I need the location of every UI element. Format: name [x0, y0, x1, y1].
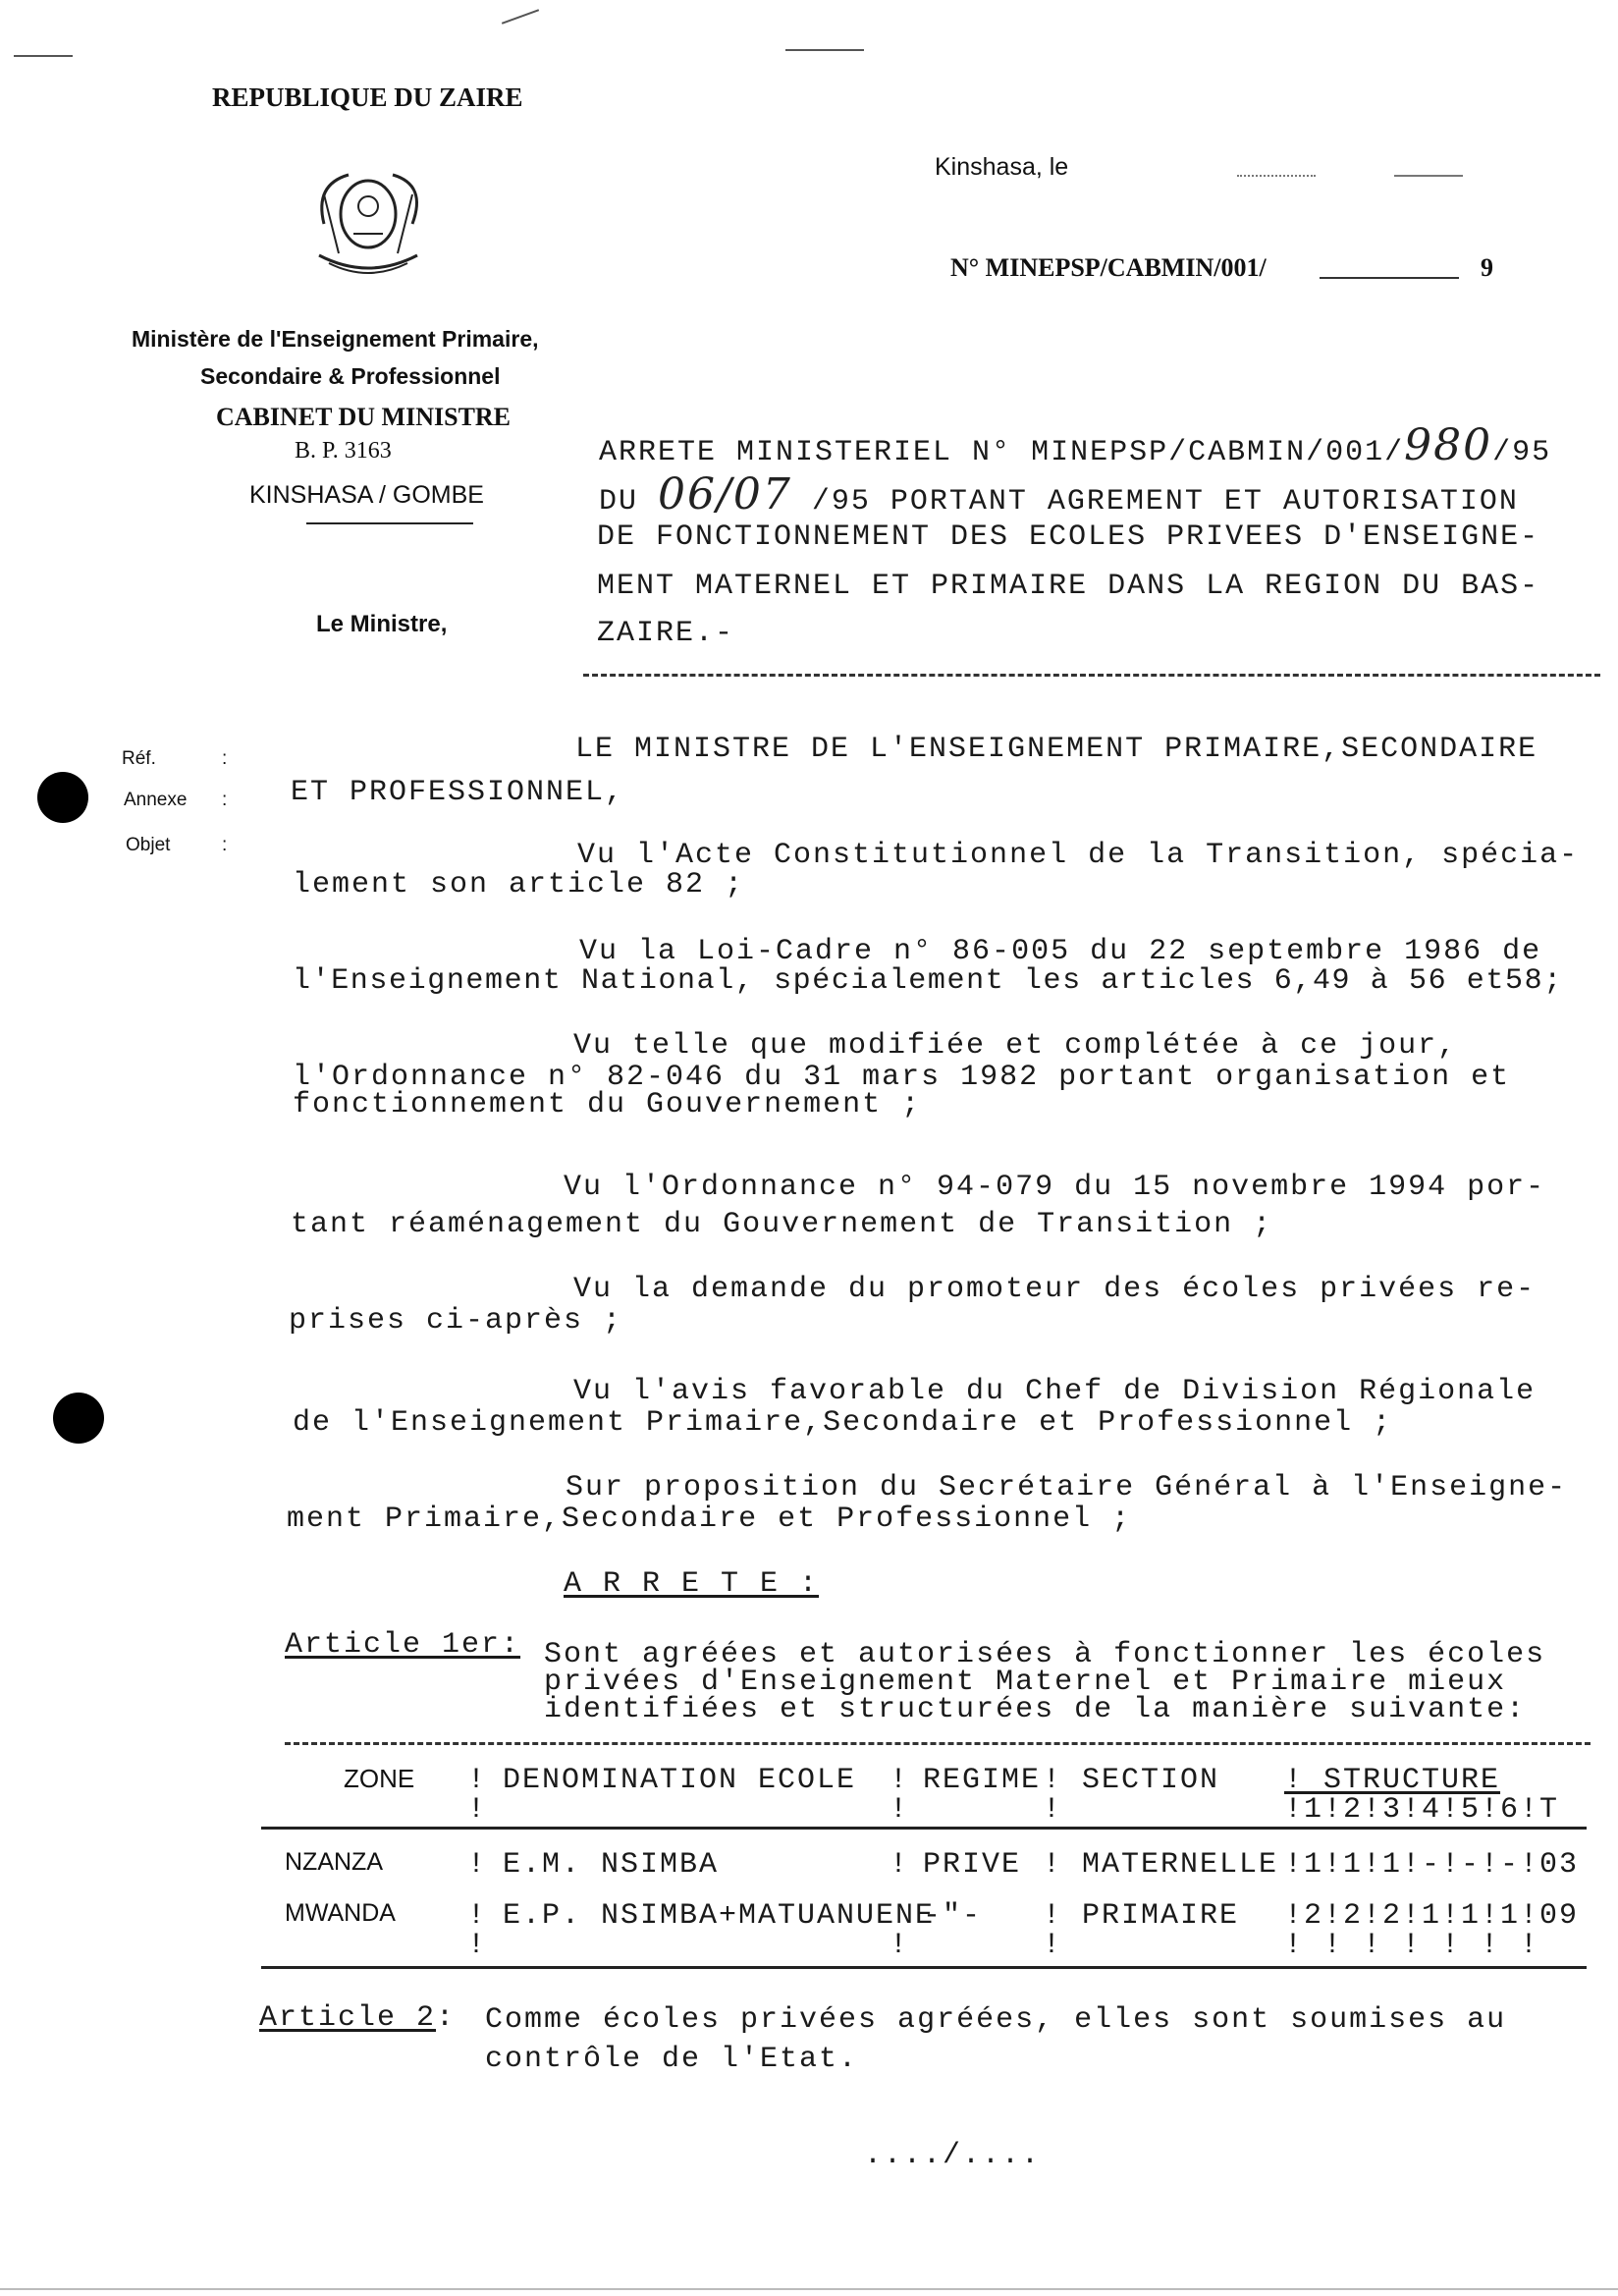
place-date-label: Kinshasa, le: [935, 153, 1069, 181]
ref-label: Réf.: [122, 748, 156, 769]
cell-section: PRIMAIRE: [1082, 1899, 1240, 1933]
scan-mark: [14, 55, 73, 57]
objet-label: Objet: [126, 835, 171, 855]
signatory: Le Ministre,: [316, 611, 448, 637]
table-header: [275, 1764, 1618, 1827]
table-row: [275, 1848, 1618, 1887]
date-blank-year: [1394, 175, 1463, 177]
punch-hole: [37, 772, 88, 823]
header-denomination: DENOMINATION ECOLE: [503, 1764, 857, 1797]
cell-zone: MWANDA: [285, 1899, 396, 1927]
scan-mark: [785, 49, 864, 51]
handwritten-number: 980: [1404, 420, 1493, 470]
para7-line2: ment Primaire,Secondaire et Professionnel ;: [287, 1503, 1132, 1536]
article2-line2: contrôle de l'Etat.: [485, 2043, 859, 2076]
annexe-colon: :: [222, 790, 228, 810]
cell-sep: !: [1043, 1929, 1063, 1962]
title-line3: DE FONCTIONNEMENT DES ECOLES PRIVEES D'ENSEIGNE-: [597, 520, 1540, 554]
para3-line1: Vu telle que modifiée et complétée à ce jour,: [573, 1029, 1458, 1063]
table-bottom-rule: [261, 1966, 1587, 1969]
para7-line1: Sur proposition du Secrétaire Général à l'Enseigne-: [566, 1471, 1568, 1504]
header-regime: REGIME: [923, 1764, 1042, 1797]
title-rule: [583, 674, 1600, 677]
cell-sep: !: [890, 1929, 910, 1962]
para5-line1: Vu la demande du promoteur des écoles privées re-: [573, 1273, 1537, 1306]
ministry-line1: Ministère de l'Enseignement Primaire,: [132, 326, 539, 352]
title-line4: MENT MATERNEL ET PRIMAIRE DANS LA REGION DU BAS-: [597, 570, 1540, 603]
cell-sep: !: [1043, 1848, 1063, 1882]
cell-section: MATERNELLE: [1082, 1848, 1279, 1882]
para3-line2: l'Ordonnance n° 82-046 du 31 mars 1982 portant organisation et: [293, 1061, 1511, 1094]
ministry-line2: Secondaire & Professionnel: [200, 363, 501, 389]
table-row: [275, 1899, 1618, 1968]
cell-denomination: E.M. NSIMBA: [503, 1848, 720, 1882]
cell-structure: !1!1!1!-!-!-!03: [1284, 1848, 1580, 1882]
header-sep: !: [890, 1764, 910, 1797]
date-blank: [1237, 175, 1316, 177]
cell-sep: !: [467, 1899, 488, 1933]
city: KINSHASA / GOMBE: [249, 481, 484, 509]
para5-line2: prises ci-après ;: [289, 1304, 623, 1338]
header-section: SECTION: [1082, 1764, 1220, 1797]
cell-regime-ditto: -"-: [923, 1899, 983, 1933]
title-line1: ARRETE MINISTERIEL N° MINEPSP/CABMIN/001/980/95: [599, 420, 1552, 470]
ref-colon: :: [222, 748, 228, 769]
postal-box: B. P. 3163: [295, 438, 392, 464]
article1-label: Article 1er:: [285, 1628, 521, 1662]
minister-line1: LE MINISTRE DE L'ENSEIGNEMENT PRIMAIRE,SECONDAIRE: [575, 733, 1538, 766]
header-sep: !: [890, 1793, 910, 1827]
handwritten-date: 06/07: [658, 469, 792, 519]
punch-hole: [53, 1393, 104, 1444]
annexe-label: Annexe: [124, 790, 188, 810]
header-structure-columns: !1!2!3!4!5!6!T: [1284, 1793, 1560, 1827]
cabinet-heading: CABINET DU MINISTRE: [216, 403, 512, 431]
para1-line2: lement son article 82 ;: [293, 868, 745, 902]
header-sep: !: [467, 1764, 488, 1797]
para3-line3: fonctionnement du Gouvernement ;: [293, 1088, 922, 1121]
para2-line1: Vu la Loi-Cadre n° 86-005 du 22 septembre 1986 de: [579, 935, 1542, 968]
objet-colon: :: [222, 835, 228, 855]
article1-line3: identifiées et structurées de la manière suivante:: [544, 1693, 1527, 1726]
header-sep: !: [1043, 1793, 1063, 1827]
title-line2: DU 06/07 /95 PORTANT AGREMENT ET AUTORISATION: [599, 469, 1519, 519]
table-header-rule: [261, 1827, 1587, 1830]
para6-line2: de l'Enseignement Primaire,Secondaire et Professionnel ;: [293, 1406, 1393, 1440]
table-top-rule: [285, 1742, 1591, 1745]
cell-sep: !: [467, 1929, 488, 1962]
reference-blank: [1320, 277, 1459, 279]
article1-line2: privées d'Enseignement Maternel et Primaire mieux: [544, 1666, 1507, 1699]
article1-line1: Sont agréées et autorisées à fonctionner les écoles: [544, 1638, 1546, 1671]
title-line5: ZAIRE.-: [597, 617, 735, 650]
cell-denomination: E.P. NSIMBA+MATUANUENE: [503, 1899, 936, 1933]
para4-line2: tant réaménagement du Gouvernement de Transition ;: [291, 1208, 1273, 1241]
cell-regime: PRIVE: [923, 1848, 1022, 1882]
minister-line2: ET PROFESSIONNEL,: [291, 776, 625, 809]
page-continuation: ..../....: [864, 2139, 1042, 2172]
republic-heading: REPUBLIQUE DU ZAIRE: [212, 82, 523, 112]
page-edge: [0, 2288, 1618, 2290]
header-structure: ! STRUCTURE: [1284, 1764, 1501, 1797]
coat-of-arms-icon: [304, 165, 432, 283]
article2-line1: Comme écoles privées agréées, elles sont soumises au: [485, 2003, 1507, 2037]
reference-number: N° MINEPSP/CABMIN/001/: [950, 253, 1267, 282]
cell-sep: !: [890, 1848, 910, 1882]
para2-line2: l'Enseignement National, spécialement les articles 6,49 à 56 et58;: [293, 964, 1563, 998]
cell-structure: !2!2!2!1!1!1!09: [1284, 1899, 1580, 1933]
divider: [306, 522, 473, 524]
header-sep: !: [1043, 1764, 1063, 1797]
cell-zone: NZANZA: [285, 1848, 383, 1876]
para1-line1: Vu l'Acte Constitutionnel de la Transition, spécia-: [577, 839, 1580, 872]
scan-mark: [502, 9, 539, 25]
cell-structure-seps: ! ! ! ! ! ! !: [1284, 1929, 1540, 1962]
cell-sep: !: [1043, 1899, 1063, 1933]
arrete-heading: A R R E T E :: [564, 1567, 820, 1601]
para4-line1: Vu l'Ordonnance n° 94-079 du 15 novembre 1994 por-: [564, 1171, 1546, 1204]
article2-label-wrap: Article 2:: [259, 2001, 457, 2035]
reference-suffix: 9: [1481, 253, 1493, 282]
header-zone: ZONE: [344, 1764, 415, 1793]
article2-label: Article 2: [259, 2001, 437, 2035]
header-sep: !: [467, 1793, 488, 1827]
para6-line1: Vu l'avis favorable du Chef de Division Régionale: [573, 1375, 1537, 1408]
cell-sep: !: [467, 1848, 488, 1882]
